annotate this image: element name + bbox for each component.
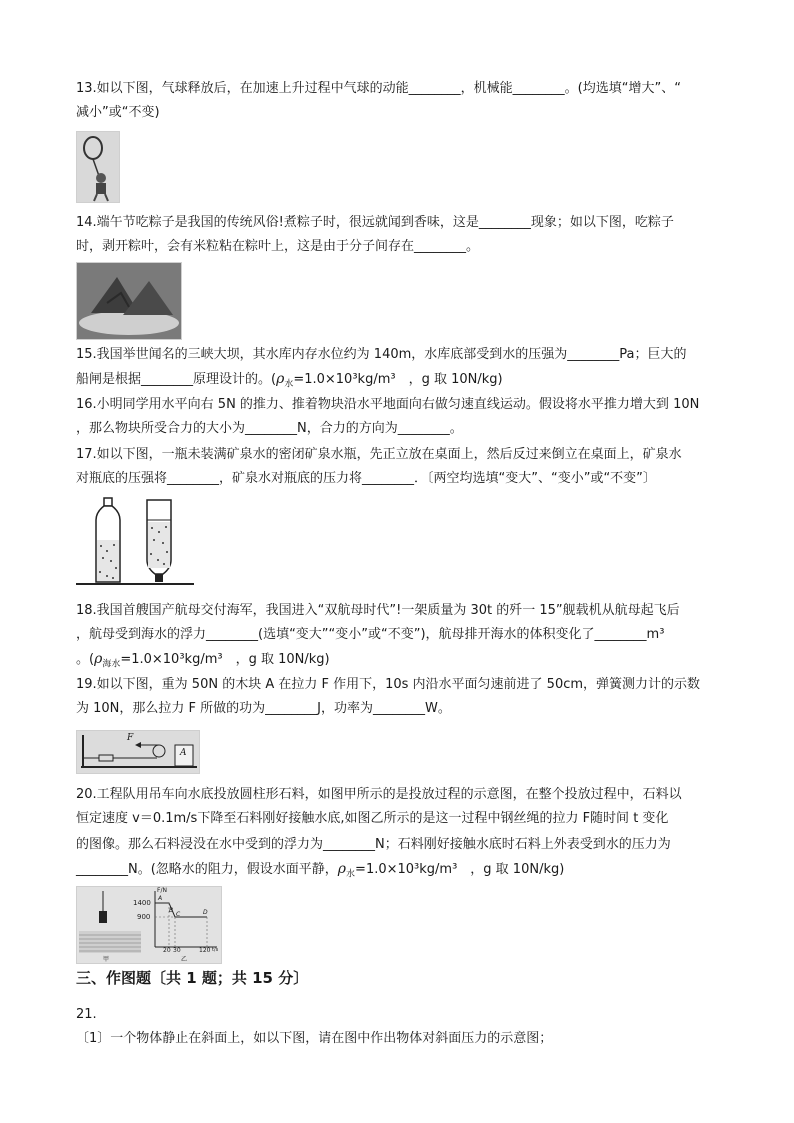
q18-line3 bbox=[76, 650, 330, 674]
rho-symbol: ρ bbox=[94, 651, 103, 667]
q17-line1: 17.如以下图，一瓶未装满矿泉水的密闭矿泉水瓶，先正立放在桌面上，然后反过来倒立在桌面上，矿泉水 bbox=[76, 447, 682, 462]
q21-number: 21. bbox=[76, 1007, 97, 1022]
q13-line1: 13.如以下图，气球释放后，在加速上升过程中气球的动能________，机械能________。(均选填“增大”、“ bbox=[76, 81, 681, 96]
q18-line3b: =1.0×10³kg/m³ ，g 取 10N/kg) bbox=[120, 652, 330, 667]
q14-line2: 时，剥开粽叶，会有米粒粘在粽叶上，这是由于分子间存在________。 bbox=[76, 239, 480, 254]
q20-line3: 的图像。那么石料浸没在水中受到的浮力为________N；石料刚好接触水底时石料上外表受到水的压力为 bbox=[76, 837, 671, 852]
caption-left: 甲 bbox=[103, 956, 110, 963]
balloon-figure bbox=[76, 131, 120, 203]
rho-subscript: 水 bbox=[346, 869, 356, 880]
rho-symbol: ρ bbox=[337, 861, 347, 877]
caption-right: 乙 bbox=[181, 956, 188, 963]
rho-subscript: 海水 bbox=[102, 659, 121, 670]
q20-line4b: =1.0×10³kg/m³ ，g 取 10N/kg) bbox=[355, 862, 565, 877]
q20-line4 bbox=[76, 860, 564, 884]
q18-line1: 18.我国首艘国产航母交付海军，我国进入“双航母时代”!一架质量为 30t 的歼一 15”舰载机从航母起飞后 bbox=[76, 603, 680, 618]
graph-point-d: D bbox=[203, 909, 208, 916]
graph-point-a: A bbox=[158, 895, 163, 902]
q13-line2: 减小”或“不变) bbox=[76, 105, 160, 120]
q21-part1: 〔1〕一个物体静止在斜面上，如以下图，请在图中作出物体对斜面压力的示意图； bbox=[76, 1031, 553, 1046]
stone-figure bbox=[76, 886, 222, 964]
q20-line2: 恒定速度 v＝0.1m/s下降至石料刚好接触水底,如图乙所示的是这一过程中钢丝绳的拉力 F随时间 t 变化 bbox=[76, 811, 669, 826]
zongzi-photo bbox=[76, 262, 182, 340]
graph-x-tick-30: 30 bbox=[173, 947, 181, 954]
q14-line1: 14.端午节吃粽子是我国的传统风俗!煮粽子时，很远就闻到香味，这是________现象；如以下图，吃粽子 bbox=[76, 215, 674, 230]
q16-line2: ，那么物块所受合力的大小为________N，合力的方向为________。 bbox=[76, 421, 463, 436]
q15-line2 bbox=[76, 370, 503, 394]
graph-y-axis-label: F/N bbox=[157, 887, 167, 894]
q20-line1: 20.工程队用吊车向水底投放圆柱形石料，如图甲所示的是投放过程的示意图，在整个投放过程中，石料以 bbox=[76, 787, 682, 802]
q15-line2b: =1.0×10³kg/m³ ，g 取 10N/kg) bbox=[293, 372, 503, 387]
q15-line1: 15.我国举世闻名的三峡大坝，其水库内存水位约为 140m，水库底部受到水的压强为________Pa；巨大的 bbox=[76, 347, 687, 362]
section-heading: 三、作图题〔共 1 题；共 15 分〕 bbox=[76, 969, 309, 987]
graph-y-tick-1400: 1400 bbox=[133, 899, 151, 907]
q18-line3a: 。( bbox=[76, 652, 95, 667]
graph-point-b: B bbox=[169, 907, 174, 914]
bottles-figure bbox=[76, 496, 194, 590]
rho-subscript: 水 bbox=[284, 379, 294, 390]
rho-symbol: ρ bbox=[276, 371, 285, 387]
q19-line1: 19.如以下图，重为 50N 的木块 A 在拉力 F 作用下，10s 内沿水平面匀速前进了 50cm，弹簧测力计的示数 bbox=[76, 677, 701, 692]
q20-line4a: ________N。(忽略水的阻力，假设水面平静， bbox=[76, 862, 338, 877]
q19-line2: 为 10N，那么拉力 F 所做的功为________J，功率为________W。 bbox=[76, 701, 451, 716]
block-label: A bbox=[180, 748, 187, 758]
graph-y-tick-900: 900 bbox=[137, 913, 151, 921]
q18-line2: ，航母受到海水的浮力________(选填“变大”“变小”或“不变”)，航母排开海水的体积变化了________m³ bbox=[76, 627, 665, 642]
q17-line2: 对瓶底的压强将________，矿泉水对瓶底的压力将________．〔两空均选填“变大”、“变小”或“不变”〕 bbox=[76, 471, 656, 486]
graph-x-tick-20: 20 bbox=[163, 947, 171, 954]
pulley-figure bbox=[76, 730, 200, 774]
graph-point-c: C bbox=[176, 911, 181, 918]
q16-line1: 16.小明同学用水平向右 5N 的推力、推着物块沿水平地面向右做匀速直线运动。假设将水平推力增大到 10N bbox=[76, 397, 700, 412]
graph-x-tick-120: 120 bbox=[199, 947, 211, 954]
force-label: F bbox=[127, 733, 134, 743]
q15-line2a: 船闸是根据________原理设计的。( bbox=[76, 372, 277, 387]
graph-x-axis-label: t/s bbox=[212, 947, 219, 953]
